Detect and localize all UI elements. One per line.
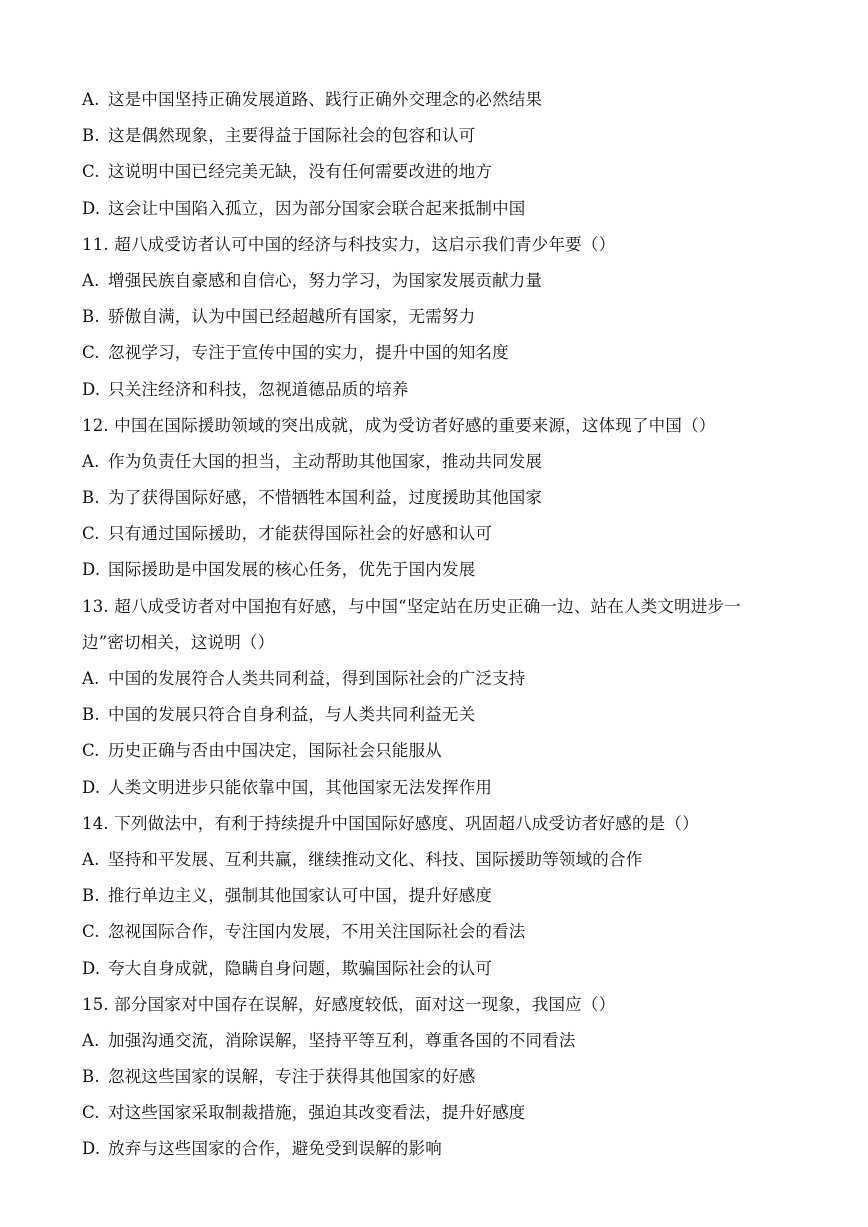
option-d xyxy=(82,951,787,987)
option-letter: B. xyxy=(82,1067,100,1087)
question-14 xyxy=(82,806,787,987)
option-text: 忽视国际合作，专注国内发展，不用关注国际社会的看法 xyxy=(108,922,526,942)
option-c xyxy=(82,516,787,552)
option-letter: D. xyxy=(82,777,101,797)
option-letter: D. xyxy=(82,560,101,580)
option-letter: A. xyxy=(82,451,100,471)
option-letter: A. xyxy=(82,669,100,688)
option-c xyxy=(82,335,787,371)
option-a xyxy=(82,444,787,480)
option-letter: C. xyxy=(82,1103,100,1123)
option-d xyxy=(82,191,787,227)
option-letter: D. xyxy=(82,198,101,218)
question-stem: 13. 超八成受访者对中国抱有好感，与中国“坚定站在历史正确一边、站在人类文明进步一 xyxy=(82,596,741,616)
option-d xyxy=(82,372,787,408)
option-b xyxy=(82,697,787,733)
option-a xyxy=(82,1023,787,1059)
option-a xyxy=(82,82,787,118)
option-a xyxy=(82,842,787,878)
question-stem: 12. 中国在国际援助领域的突出成就，成为受访者好感的重要来源，这体现了中国（） xyxy=(82,415,716,435)
option-text: 作为负责任大国的担当，主动帮助其他国家，推动共同发展 xyxy=(108,451,543,471)
question-10-options xyxy=(82,82,787,227)
option-b xyxy=(82,118,787,154)
option-c xyxy=(82,733,787,769)
option-text: 这是偶然现象，主要得益于国际社会的包容和认可 xyxy=(108,126,476,146)
option-letter: B. xyxy=(82,488,100,508)
option-b xyxy=(82,299,787,335)
option-text: 夸大自身成就，隐瞒自身问题，欺骗国际社会的认可 xyxy=(108,958,493,978)
option-letter: B. xyxy=(82,126,100,146)
question-13 xyxy=(82,589,787,806)
option-text: 只有通过国际援助，才能获得国际社会的好感和认可 xyxy=(108,524,493,544)
option-text: 放弃与这些国家的合作，避免受到误解的影响 xyxy=(108,1139,442,1159)
option-text: 为了获得国际好感，不惜牺牲本国利益，过度援助其他国家 xyxy=(108,488,543,508)
option-letter: C. xyxy=(82,524,100,544)
option-text: 加强沟通交流，消除误解，坚持平等互利，尊重各国的不同看法 xyxy=(108,1030,576,1050)
option-d xyxy=(82,770,787,806)
option-letter: A. xyxy=(82,90,100,109)
option-letter: C. xyxy=(82,343,100,363)
option-text: 对这些国家采取制裁措施，强迫其改变看法，提升好感度 xyxy=(108,1103,526,1123)
option-letter: A. xyxy=(82,1030,100,1050)
option-text: 中国的发展符合人类共同利益，得到国际社会的广泛支持 xyxy=(108,669,526,688)
option-c xyxy=(82,914,787,950)
option-letter: B. xyxy=(82,307,100,327)
option-a xyxy=(82,661,787,697)
option-letter: D. xyxy=(82,958,101,978)
option-letter: B. xyxy=(82,886,100,906)
option-text: 只关注经济和科技，忽视道德品质的培养 xyxy=(108,379,409,399)
option-letter: D. xyxy=(82,379,101,399)
option-a xyxy=(82,263,787,299)
question-stem: 11. 超八成受访者认可中国的经济与科技实力，这启示我们青少年要（） xyxy=(82,234,616,254)
option-letter: C. xyxy=(82,162,100,182)
option-text: 国际援助是中国发展的核心任务，优先于国内发展 xyxy=(108,560,476,580)
option-text: 坚持和平发展、互利共赢，继续推动文化、科技、国际援助等领域的合作 xyxy=(108,849,643,869)
option-text: 忽视学习，专注于宣传中国的实力，提升中国的知名度 xyxy=(108,343,509,363)
option-letter: D. xyxy=(82,1139,101,1159)
option-letter: C. xyxy=(82,922,100,942)
option-text: 历史正确与否由中国决定，国际社会只能服从 xyxy=(108,741,442,761)
option-text: 人类文明进步只能依靠中国，其他国家无法发挥作用 xyxy=(108,777,493,797)
option-d xyxy=(82,552,787,588)
question-15 xyxy=(82,987,787,1168)
option-text: 增强民族自豪感和自信心，努力学习，为国家发展贡献力量 xyxy=(108,270,543,290)
question-11 xyxy=(82,227,787,408)
option-d xyxy=(82,1131,787,1167)
option-c xyxy=(82,1095,787,1131)
option-letter: A. xyxy=(82,270,100,290)
option-text: 骄傲自满，认为中国已经超越所有国家，无需努力 xyxy=(108,307,476,327)
option-letter: A. xyxy=(82,849,100,869)
option-text: 中国的发展只符合自身利益，与人类共同利益无关 xyxy=(108,705,476,725)
question-12 xyxy=(82,408,787,589)
option-b xyxy=(82,878,787,914)
question-stem-continued: 边”密切相关，这说明（） xyxy=(82,632,275,652)
option-c xyxy=(82,154,787,190)
option-b xyxy=(82,1059,787,1095)
option-text: 这说明中国已经完美无缺，没有任何需要改进的地方 xyxy=(108,162,493,182)
option-letter: B. xyxy=(82,705,100,725)
option-letter: C. xyxy=(82,741,100,761)
option-b xyxy=(82,480,787,516)
option-text: 这是中国坚持正确发展道路、践行正确外交理念的必然结果 xyxy=(108,90,543,109)
option-text: 推行单边主义，强制其他国家认可中国，提升好感度 xyxy=(108,886,493,906)
option-text: 忽视这些国家的误解，专注于获得其他国家的好感 xyxy=(108,1067,476,1087)
option-text: 这会让中国陷入孤立，因为部分国家会联合起来抵制中国 xyxy=(108,198,526,218)
question-stem: 14. 下列做法中，有利于持续提升中国国际好感度、巩固超八成受访者好感的是（） xyxy=(82,813,699,833)
question-stem: 15. 部分国家对中国存在误解，好感度较低，面对这一现象，我国应（） xyxy=(82,994,616,1014)
question-list xyxy=(82,82,787,1168)
